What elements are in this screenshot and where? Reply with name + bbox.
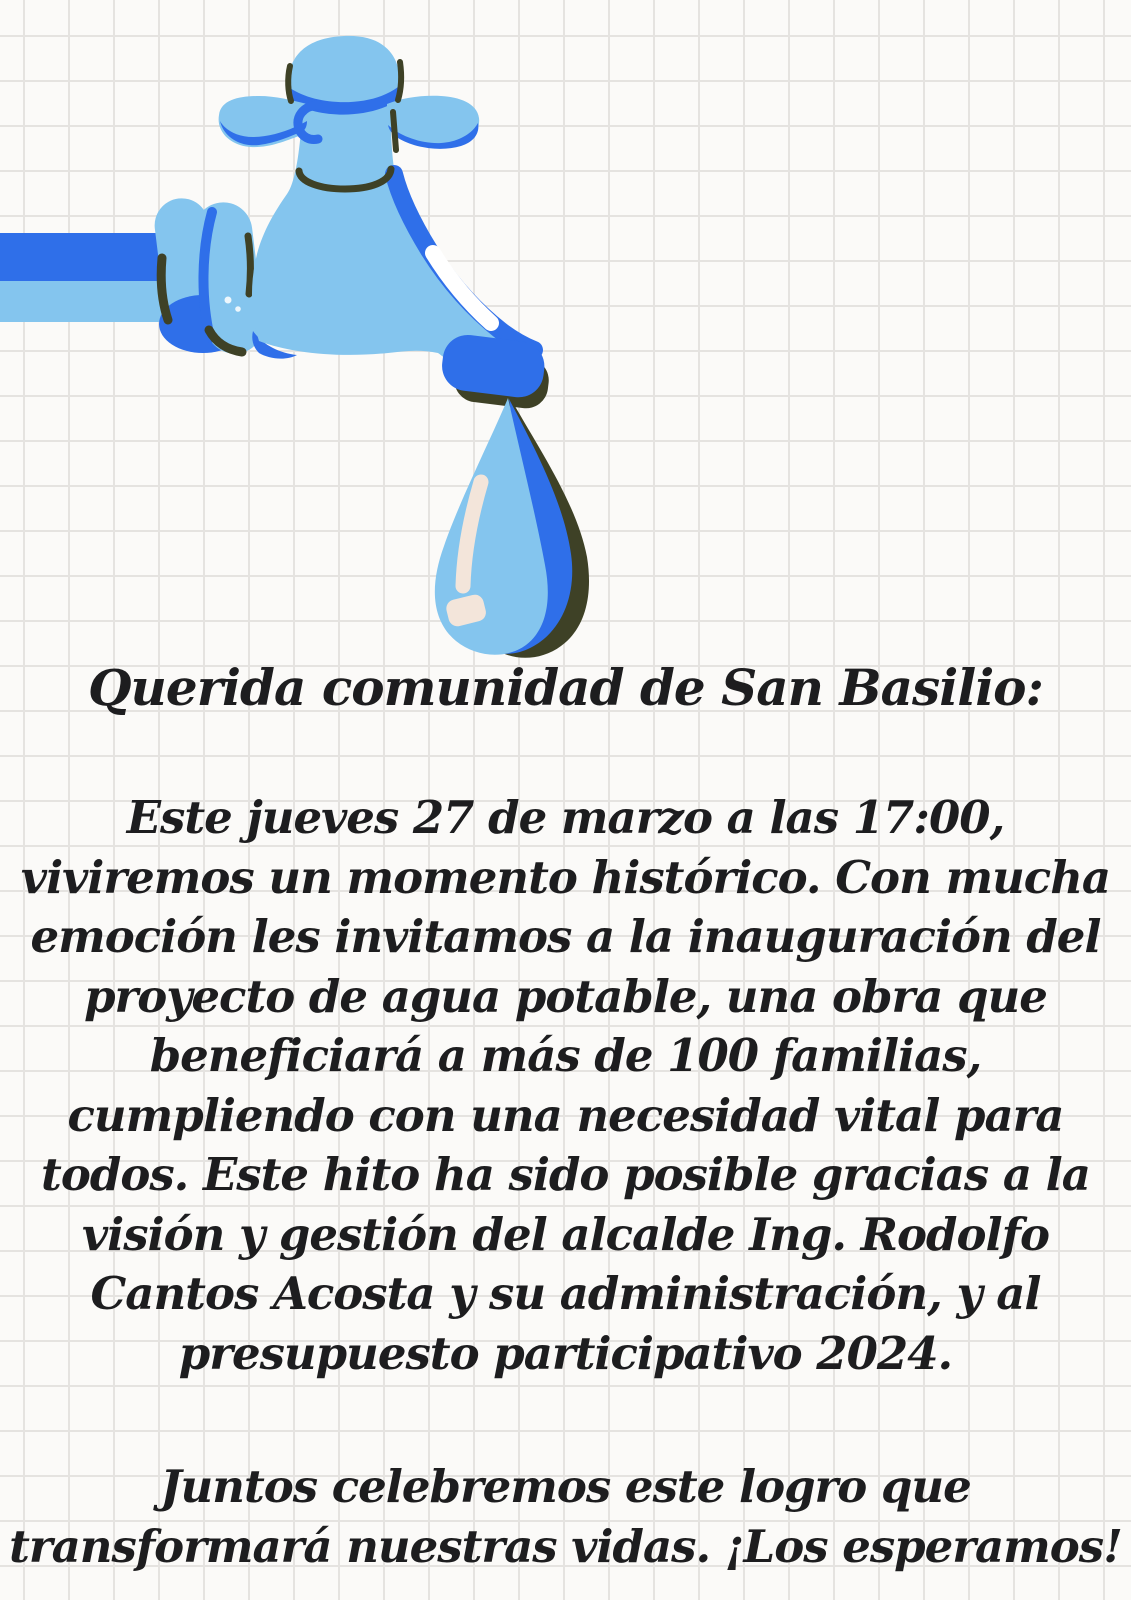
water-drop (435, 398, 589, 658)
closing-line: Juntos celebremos este logro que (160, 1460, 971, 1513)
body-line: beneficiará a más de 100 familias, (149, 1029, 982, 1082)
body-line: presupuesto participativo 2024. (178, 1326, 953, 1380)
closing-line: transformará nuestras vidas. ¡Los esperamos! (9, 1520, 1122, 1573)
body-line: viviremos un momento histórico. Con mucha (20, 850, 1111, 904)
invitation-closing (0, 1457, 1131, 1577)
greeting-text (0, 656, 1131, 720)
faucet-illustration (0, 0, 620, 690)
body-line: Cantos Acosta y su administración, y al (90, 1267, 1041, 1320)
body-line: cumpliendo con una necesidad vital para (67, 1088, 1064, 1142)
body-line: emoción les invitamos a la inauguración del (30, 910, 1101, 963)
greeting-line: Querida comunidad de San Basilio: (88, 658, 1043, 717)
body-line: todos. Este hito ha sido posible gracias a la (41, 1148, 1090, 1201)
body-line: Este jueves 27 de marzo a las 17:00, (126, 791, 1005, 844)
faucet-coupling (152, 195, 267, 357)
body-line: proyecto de agua potable, una obra que (84, 969, 1047, 1023)
body-line: visión y gestión del alcalde Ing. Rodolfo (81, 1207, 1050, 1261)
invitation-body (0, 788, 1131, 1383)
